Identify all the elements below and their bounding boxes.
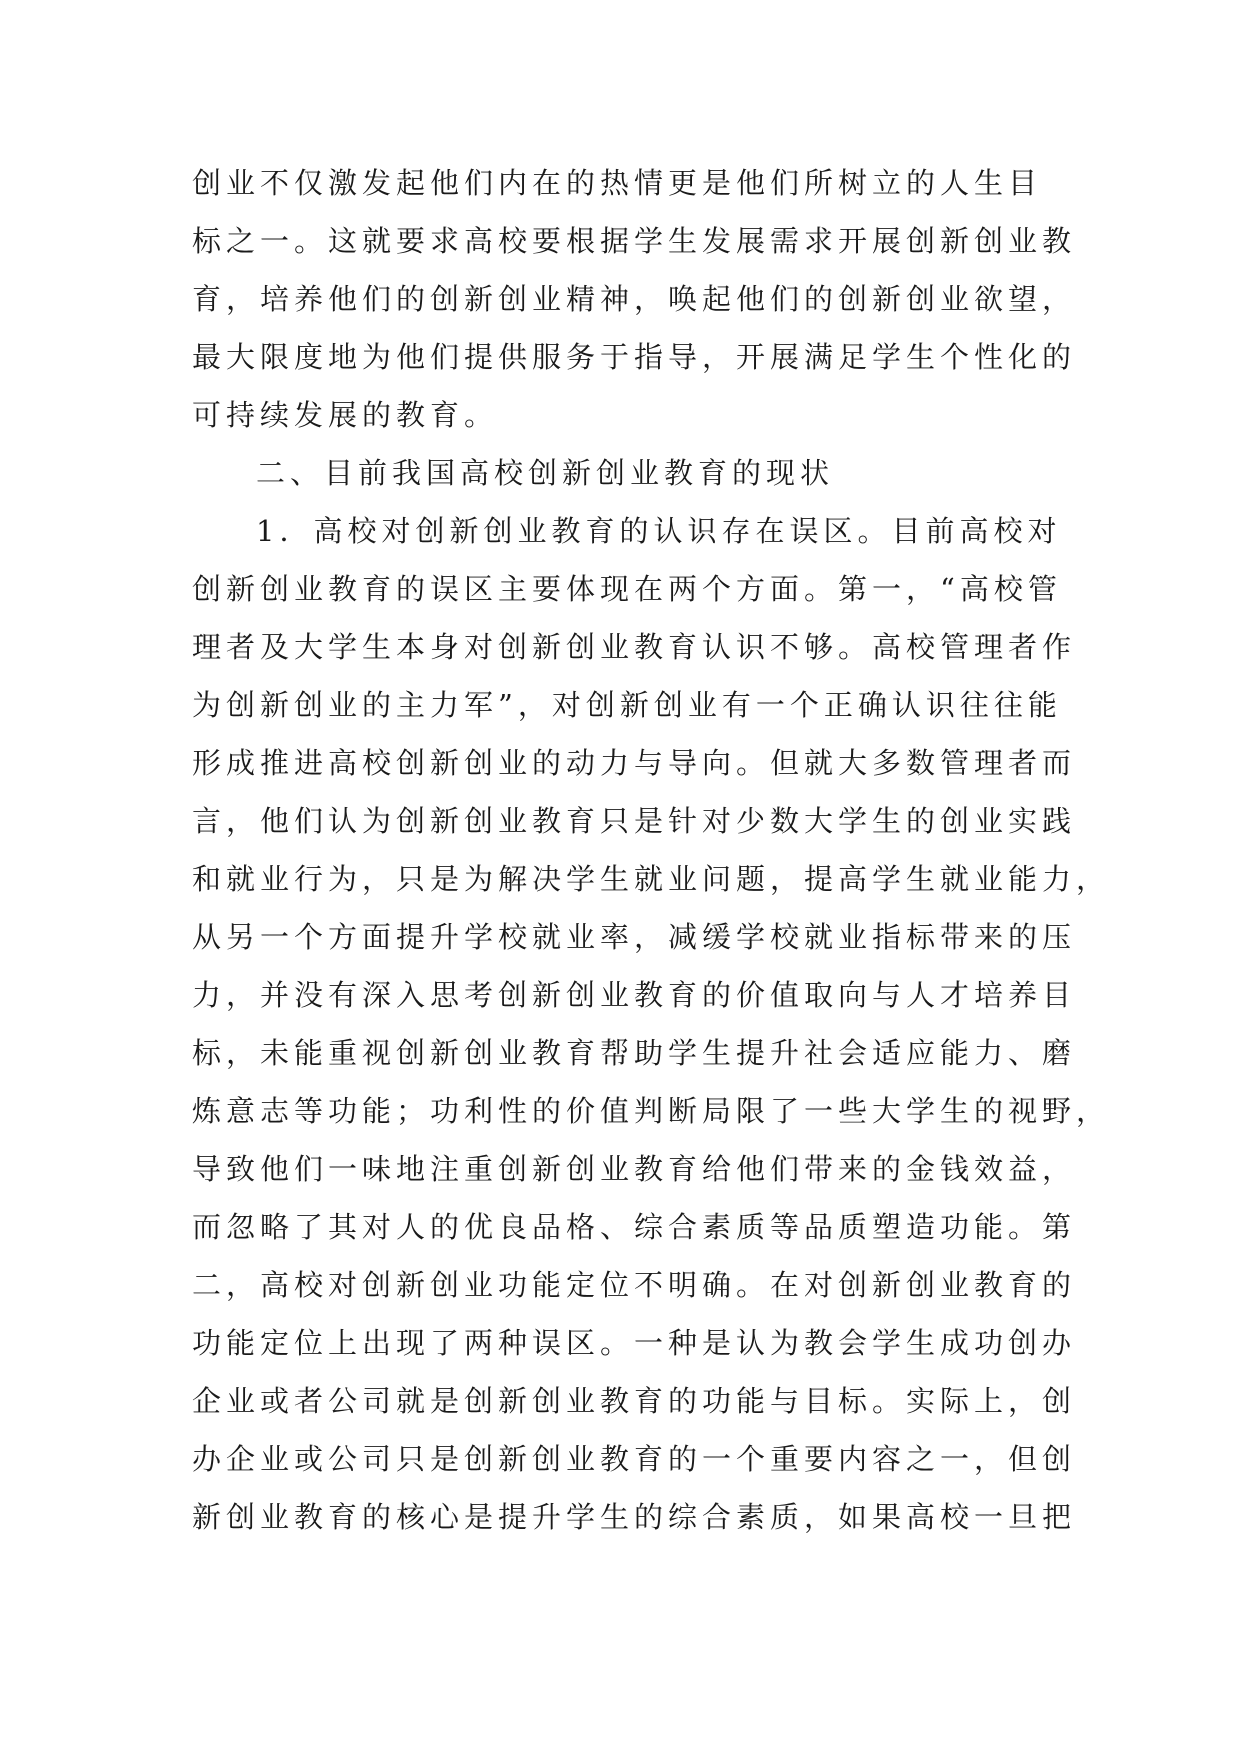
text-line: 办企业或公司只是创新创业教育的一个重要内容之一，但创 bbox=[192, 1442, 1077, 1476]
text-line: 创新创业教育的误区主要体现在两个方面。第一，“高校管 bbox=[192, 572, 1062, 606]
text-line: 新创业教育的核心是提升学生的综合素质，如果高校一旦把 bbox=[192, 1500, 1077, 1534]
text-line: 言，他们认为创新创业教育只是针对少数大学生的创业实践 bbox=[192, 804, 1077, 838]
section-heading: 二、目前我国高校创新创业教育的现状 bbox=[256, 456, 835, 490]
body-text bbox=[192, 154, 1111, 1546]
text-line: 力，并没有深入思考创新创业教育的价值取向与人才培养目 bbox=[192, 978, 1077, 1012]
text-line: 形成推进高校创新创业的动力与导向。但就大多数管理者而 bbox=[192, 746, 1077, 780]
text-line: 炼意志等功能；功利性的价值判断局限了一些大学生的视野， bbox=[192, 1094, 1111, 1128]
text-line: 企业或者公司就是创新创业教育的功能与目标。实际上，创 bbox=[192, 1384, 1077, 1418]
text-line: 理者及大学生本身对创新创业教育认识不够。高校管理者作 bbox=[192, 630, 1077, 664]
text-line: 导致他们一味地注重创新创业教育给他们带来的金钱效益， bbox=[192, 1152, 1077, 1186]
text-line: 1．高校对创新创业教育的认识存在误区。目前高校对 bbox=[256, 514, 1062, 548]
text-line: 育，培养他们的创新创业精神，唤起他们的创新创业欲望， bbox=[192, 282, 1077, 316]
text-line: 从另一个方面提升学校就业率，减缓学校就业指标带来的压 bbox=[192, 920, 1077, 954]
text-line: 为创新创业的主力军”，对创新创业有一个正确认识往往能 bbox=[192, 688, 1062, 722]
text-line: 而忽略了其对人的优良品格、综合素质等品质塑造功能。第 bbox=[192, 1210, 1077, 1244]
text-line: 功能定位上出现了两种误区。一种是认为教会学生成功创办 bbox=[192, 1326, 1077, 1360]
text-line: 可持续发展的教育。 bbox=[192, 398, 499, 432]
text-line: 标之一。这就要求高校要根据学生发展需求开展创新创业教 bbox=[192, 224, 1077, 258]
text-line: 标，未能重视创新创业教育帮助学生提升社会适应能力、磨 bbox=[192, 1036, 1077, 1070]
text-line: 创业不仅激发起他们内在的热情更是他们所树立的人生目 bbox=[192, 166, 1043, 200]
text-line: 和就业行为，只是为解决学生就业问题，提高学生就业能力， bbox=[192, 862, 1111, 896]
text-line: 最大限度地为他们提供服务于指导，开展满足学生个性化的 bbox=[192, 340, 1077, 374]
text-line: 二，高校对创新创业功能定位不明确。在对创新创业教育的 bbox=[192, 1268, 1077, 1302]
